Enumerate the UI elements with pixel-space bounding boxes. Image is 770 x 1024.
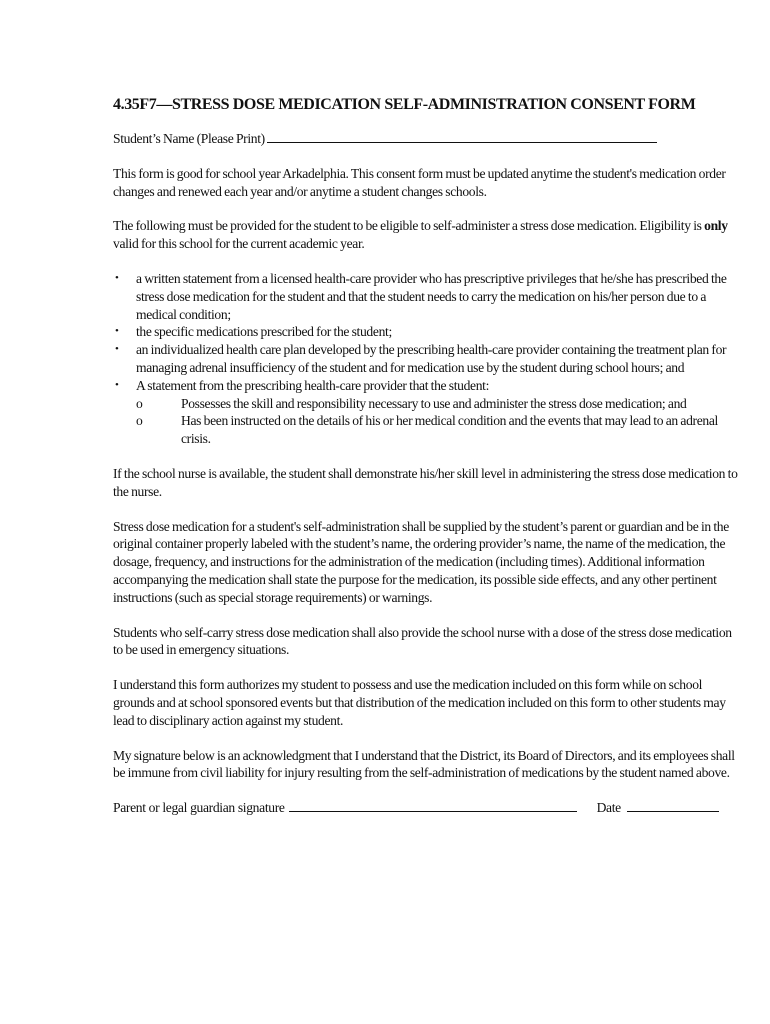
validity-paragraph: This form is good for school year Arkadelphia. This consent form must be updated anytime the student's medication order changes and renewed each year and/or anytime a student changes schools. [113,165,726,199]
sub-requirements-list [136,395,738,448]
sub-list-item-text: Has been instructed on the details of his or her medical condition and the events that may lead to an adrenal crisis. [181,413,718,447]
bullet-icon: • [115,325,119,338]
nurse-demonstration-paragraph: If the school nurse is available, the student shall demonstrate his/her skill level in administering the stress dose medication to the nurse. [113,465,738,499]
liability-paragraph: My signature below is an acknowledgment that I understand that the District, its Board of Directors, and its employees shall be immune from civil liability for injury resulting from the self-administration of medications by the student named above. [113,747,735,781]
signature-label: Parent or legal guardian signature [113,800,285,816]
bullet-icon: • [115,271,119,284]
bullet-icon: • [115,343,119,356]
requirements-list [113,270,738,448]
student-name-label: Student’s Name (Please Print) [113,131,265,146]
list-item-text: a written statement from a licensed health-care provider who has prescriptive privileges that he/she has prescribed the stress dose medication for the student and that the student needs to carry the medication on his/her person due to a medical condition; [136,270,727,322]
sub-list-item [136,395,738,413]
list-item-text: the specific medications prescribed for the student; [136,324,392,340]
emergency-dose-paragraph: Students who self-carry stress dose medication shall also provide the school nurse with a dose of the stress dose medication to be used in emergency situations. [113,624,732,658]
eligibility-emphasis: only [704,218,728,234]
signature-field[interactable] [289,799,577,812]
eligibility-paragraph [113,217,738,253]
bullet-icon: • [115,378,119,391]
list-item [113,377,738,448]
list-item [113,270,738,323]
sub-list-item [136,412,738,448]
list-item [113,341,738,377]
authorization-paragraph: I understand this form authorizes my student to possess and use the medication included on this form while on school grounds and at school sponsored events but that distribution of the medication included on this form to other students may lead to disciplinary action against my student. [113,677,726,728]
student-name-line [113,130,738,148]
date-field[interactable] [627,799,719,812]
date-label: Date [596,800,621,816]
medication-supply-paragraph: Stress dose medication for a student's self-administration shall be supplied by the student’s parent or guardian and be in the original container properly labeled with the student’s name, the ordering provider’s name, the name of the medication, the dosage, frequency, and instructions for the administration of the medication (including times). Additional information accompanying the medication shall state the purpose for the medication, its possible side effects, and any other pertinent instructions (such as special storage requirements) or warnings. [113,518,729,605]
circle-bullet-icon: o [136,413,143,429]
list-item-text: A statement from the prescribing health-care provider that the student: [136,377,490,393]
form-title: 4.35F7—STRESS DOSE MEDICATION SELF-ADMINISTRATION CONSENT FORM [113,96,696,113]
list-item [113,323,738,341]
circle-bullet-icon: o [136,395,143,411]
signature-row [113,799,738,817]
sub-list-item-text: Possesses the skill and responsibility necessary to use and administer the stress dose medication; and [181,395,687,411]
eligibility-text-end: valid for this school for the current academic year. [113,236,365,252]
consent-form-page [113,94,738,817]
student-name-field[interactable] [267,130,657,143]
eligibility-text-start: The following must be provided for the student to be eligible to self-administer a stress dose medication. Eligibility is [113,218,705,234]
list-item-text: an individualized health care plan developed by the prescribing health-care provider containing the treatment plan for managing adrenal insufficiency of the student and for medication use by the student during school hours; and [136,342,727,375]
